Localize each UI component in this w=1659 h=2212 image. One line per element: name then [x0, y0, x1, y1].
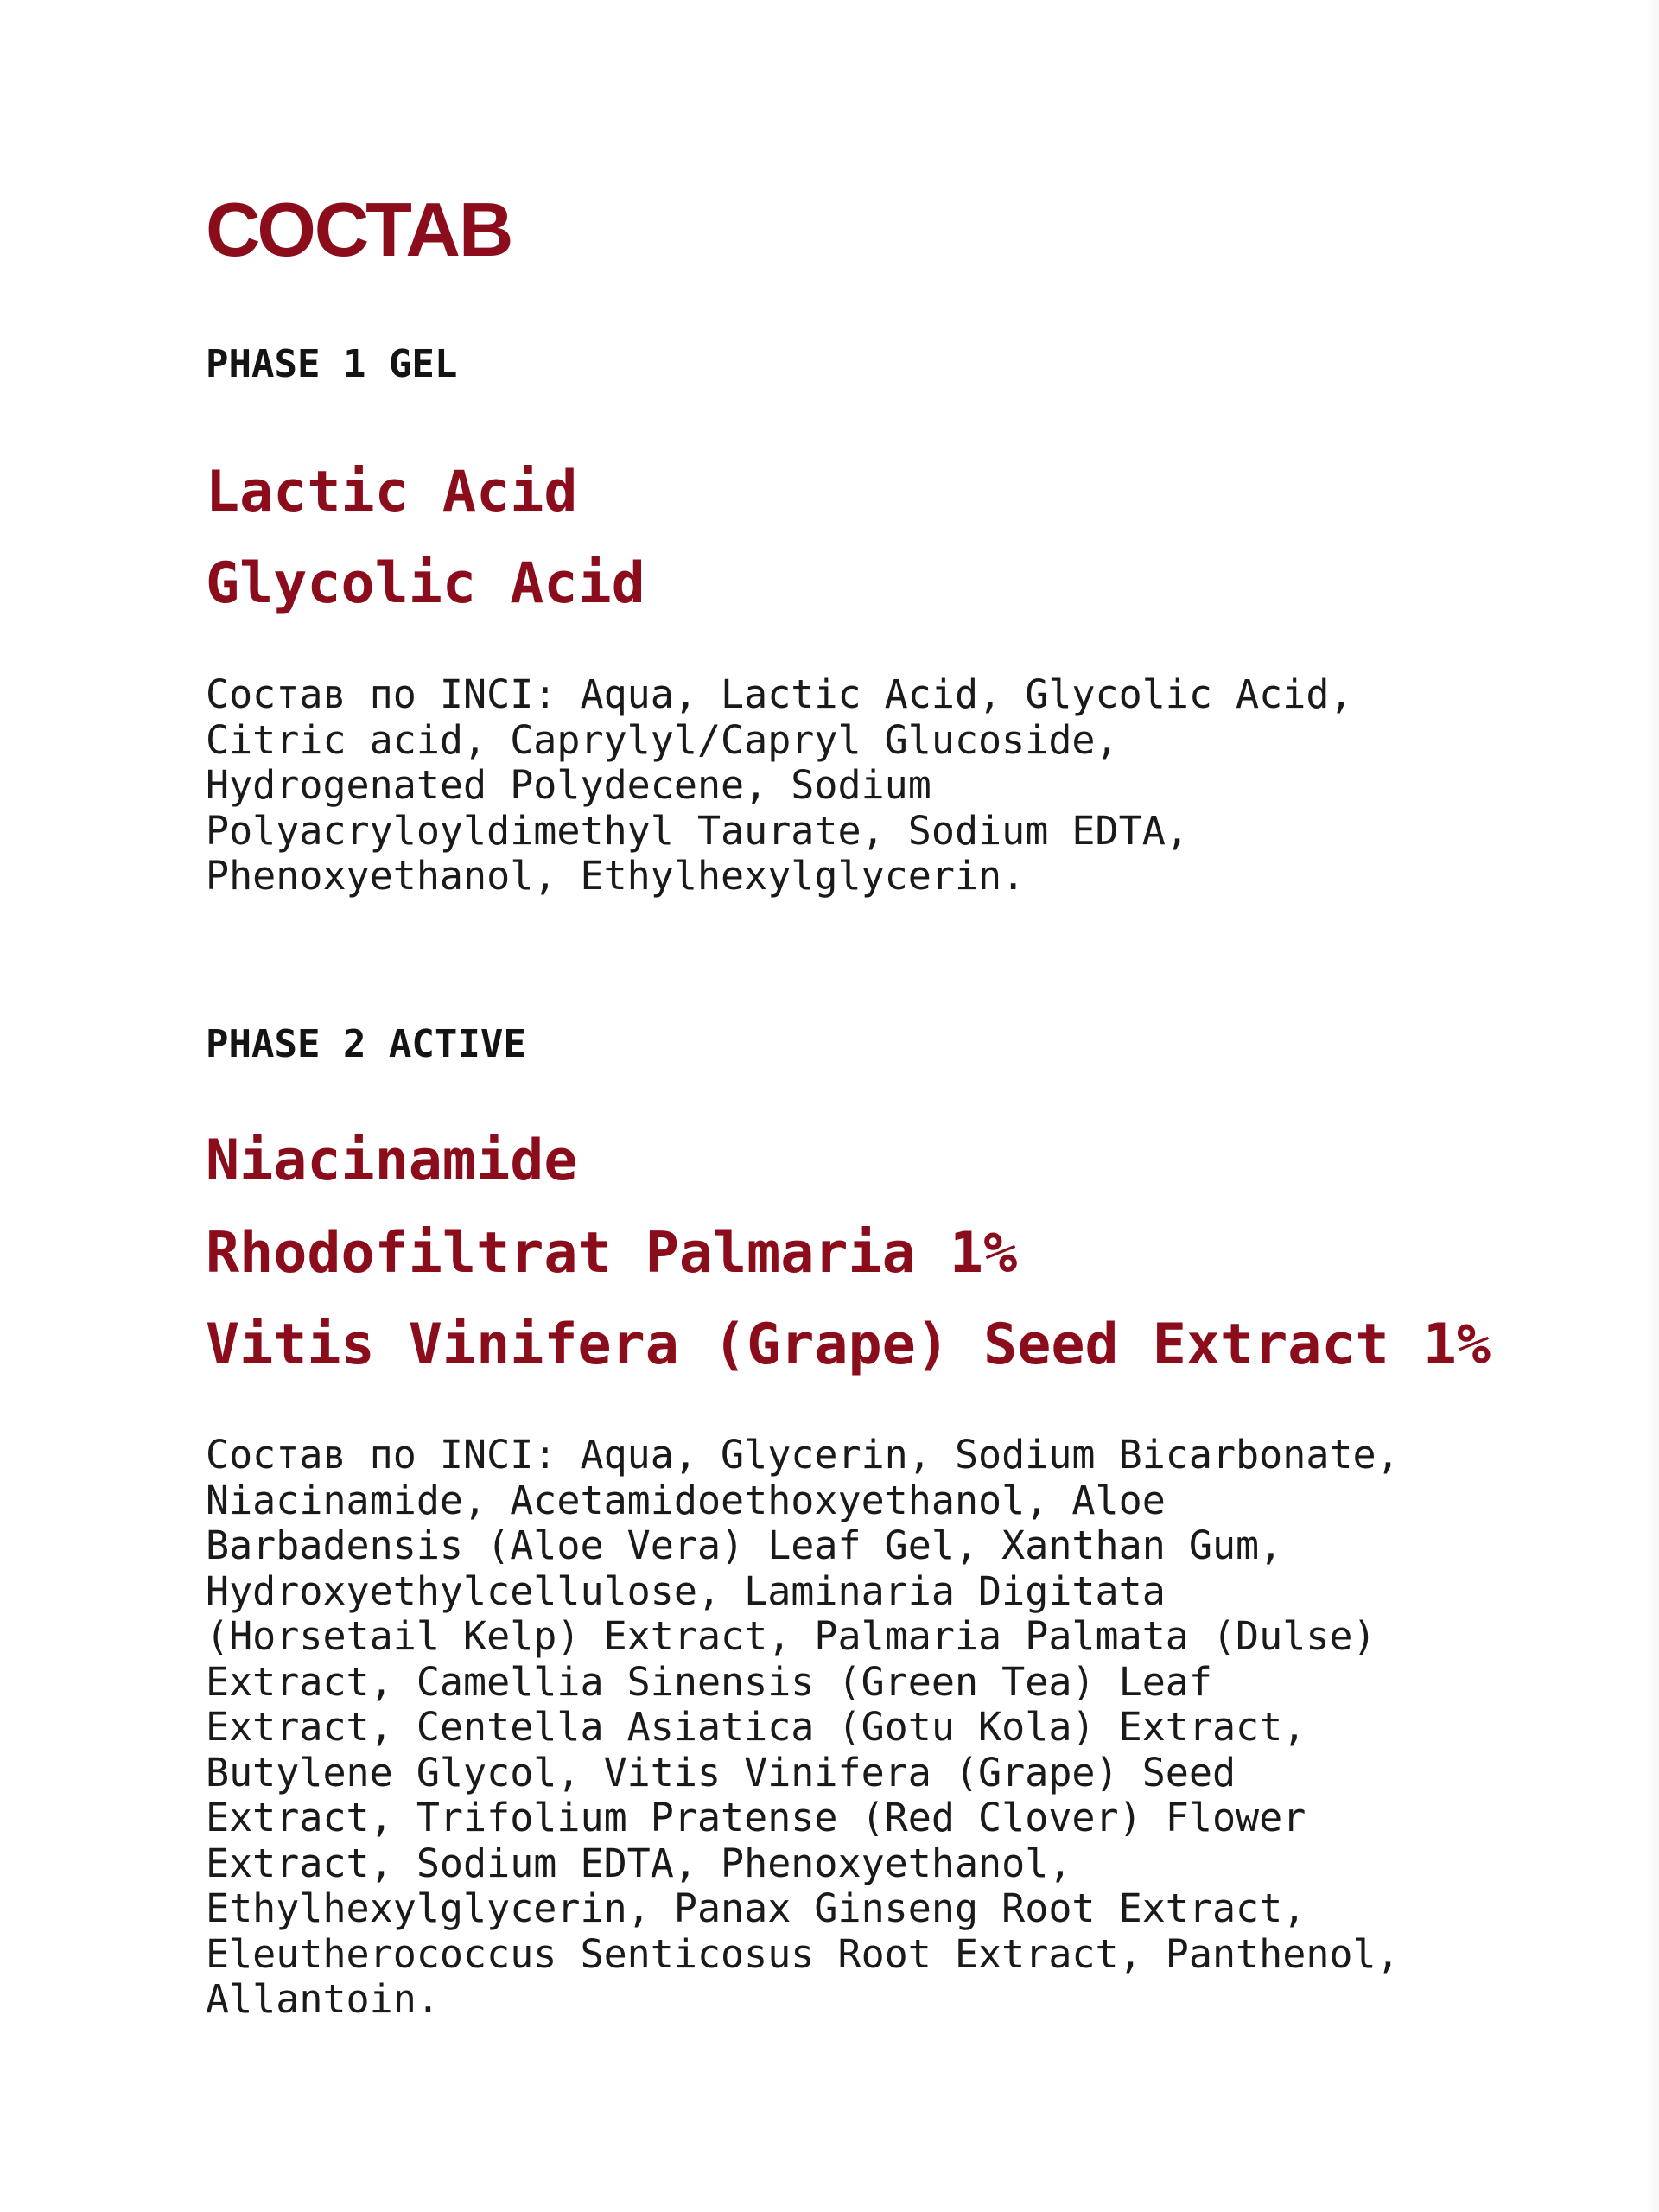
- page-title: СОСТАВ: [206, 187, 512, 272]
- phase-2-ingredient-1: Niacinamide: [206, 1128, 578, 1193]
- phase-1-label: PHASE 1 GEL: [206, 342, 458, 386]
- phase-1-ingredient-2: Glycolic Acid: [206, 551, 645, 616]
- phase-1-ingredient-1: Lactic Acid: [206, 460, 578, 524]
- phase-1-inci-text: Состав по INCI: Aqua, Lactic Acid, Glycolic Acid, Citric acid, Caprylyl/Capryl Glucoside, Hydrogenated Polydecene, Sodium Polyacryloyldimethyl Taurate, Sodium EDTA, Phenoxyethanol, Ethylhexylglycerin.: [206, 671, 1353, 899]
- phase-2-label: PHASE 2 ACTIVE: [206, 1022, 526, 1066]
- phase-2-inci-text: Состав по INCI: Aqua, Glycerin, Sodium Bicarbonate, Niacinamide, Acetamidoethoxyethanol, Aloe Barbadensis (Aloe Vera) Leaf Gel, Xanthan Gum, Hydroxyethylcellulose, Laminaria Digitata (Horsetail Kelp) Extract, Palmaria Palmata (Dulse) Extract, Camellia Sinensis (Green Tea) Leaf Extract, Centella Asiatica (Gotu Kola) Extract, Butylene Glycol, Vitis Vinifera (Grape) Seed Extract, Trifolium Pratense (Red Clover) Flower Extract, Sodium EDTA, Phenoxyethanol, Ethylhexylglycerin, Panax Ginseng Root Extract, Eleutherococcus Senticosus Root Extract, Panthenol, Allantoin.: [206, 1432, 1400, 2022]
- phase-2-ingredient-3: Vitis Vinifera (Grape) Seed Extract 1%: [206, 1313, 1491, 1377]
- page-edge-shadow: [1647, 0, 1659, 2212]
- phase-2-ingredient-2: Rhodofiltrat Palmaria 1%: [206, 1221, 1018, 1286]
